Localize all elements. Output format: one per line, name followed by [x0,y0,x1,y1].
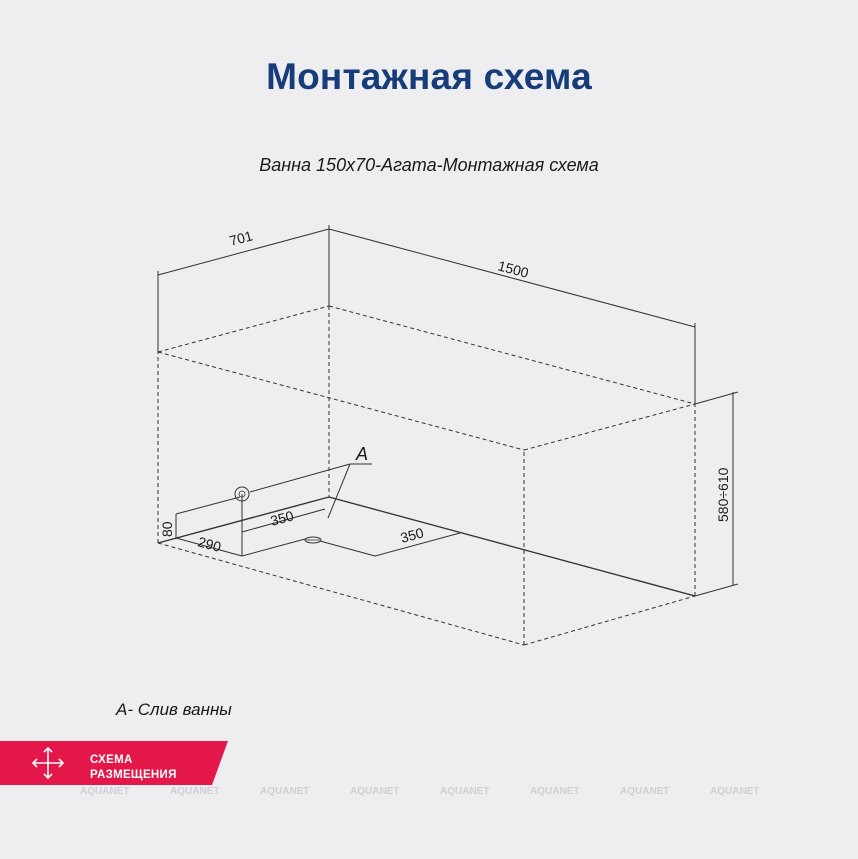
watermark: AQUANET [710,786,760,797]
watermark: AQUANET [170,786,220,797]
dim-length-label: 1500 [496,257,531,281]
drain-icon [305,537,321,543]
dim-drain-offset-1-label: 350 [268,507,296,529]
badge-label [90,753,177,783]
placement-badge [0,741,228,785]
hidden-edges [158,306,695,645]
drawing-title: Ванна 150x70-Агата-Монтажная схема [259,155,599,175]
watermark: AQUANET [80,786,130,797]
watermark: AQUANET [350,786,400,797]
dimension-lines [158,225,738,596]
watermark: AQUANET [440,786,490,797]
watermark: AQUANET [620,786,670,797]
watermark: AQUANET [530,786,580,797]
watermark: AQUANET [260,786,310,797]
dim-drain-side-label: 290 [196,533,223,555]
page-title: Монтажная схема [266,56,592,97]
dim-drain-height-label: 80 [159,521,175,537]
badge-line-2: РАЗМЕЩЕНИЯ [90,769,177,781]
dim-width-label: 701 [227,227,255,249]
badge-line-1: СХЕМА [90,754,133,766]
dim-drain-offset-2-label: 350 [398,524,426,546]
floor-edges [158,497,695,596]
dim-height-label: 580÷610 [715,467,731,522]
legend-note: A- Слив ванны [116,700,232,719]
callout-a-label: A [356,444,369,464]
watermark-row [80,786,840,800]
